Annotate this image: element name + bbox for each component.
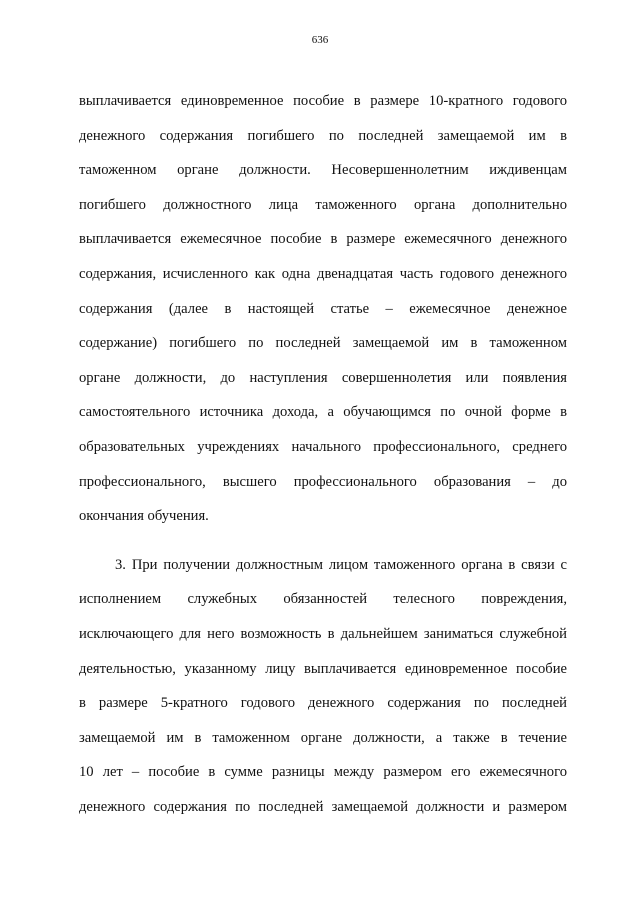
text-line: профессионального, высшего профессионального образования – до (79, 473, 567, 490)
text-line: органе должности, до наступления совершеннолетия или появления (79, 369, 567, 386)
text-line: деятельностью, указанному лицу выплачивается единовременное пособие (79, 660, 567, 677)
text-line: в размере 5-кратного годового денежного содержания по последней (79, 695, 567, 712)
paragraph-2 (79, 548, 567, 825)
text-line: содержание) погибшего по последней замещаемой им в таможенном (79, 335, 567, 352)
text-line: выплачивается единовременное пособие в размере 10-кратного годового (79, 93, 567, 109)
text-line: 10 лет – пособие в сумме разницы между размером его ежемесячного (79, 764, 567, 781)
page-number: 636 (311, 34, 329, 46)
text-line: окончания обучения. (79, 508, 209, 525)
paragraph-spacer (79, 534, 567, 548)
text-line: образовательных учреждениях начального профессионального, среднего (79, 438, 567, 455)
text-line: погибшего должностного лица таможенного органа дополнительно (79, 196, 567, 213)
text-line: таможенном органе должности. Несовершеннолетним иждивенцам (79, 162, 567, 179)
text-line: содержания, исчисленного как одна двенадцатая часть годового денежного (79, 265, 567, 282)
text-line: содержания (далее в настоящей статье – ежемесячное денежное (79, 300, 567, 317)
text-line: исполнением служебных обязанностей телесного повреждения, (79, 591, 567, 608)
text-line: замещаемой им в таможенном органе должности, а также в течение (79, 729, 567, 746)
text-line: денежного содержания погибшего по последней замещаемой им в (79, 127, 567, 144)
document-body (79, 84, 567, 824)
text-line: исключающего для него возможность в дальнейшем заниматься служебной (79, 625, 567, 642)
text-line: денежного содержания по последней замещаемой должности и размером (79, 798, 567, 815)
text-line: 3. При получении должностным лицом таможенного органа в связи с (115, 556, 567, 573)
text-line: самостоятельного источника дохода, а обучающимся по очной форме в (79, 404, 567, 421)
text-line: выплачивается ежемесячное пособие в размере ежемесячного денежного (79, 231, 567, 248)
paragraph-1 (79, 84, 567, 534)
